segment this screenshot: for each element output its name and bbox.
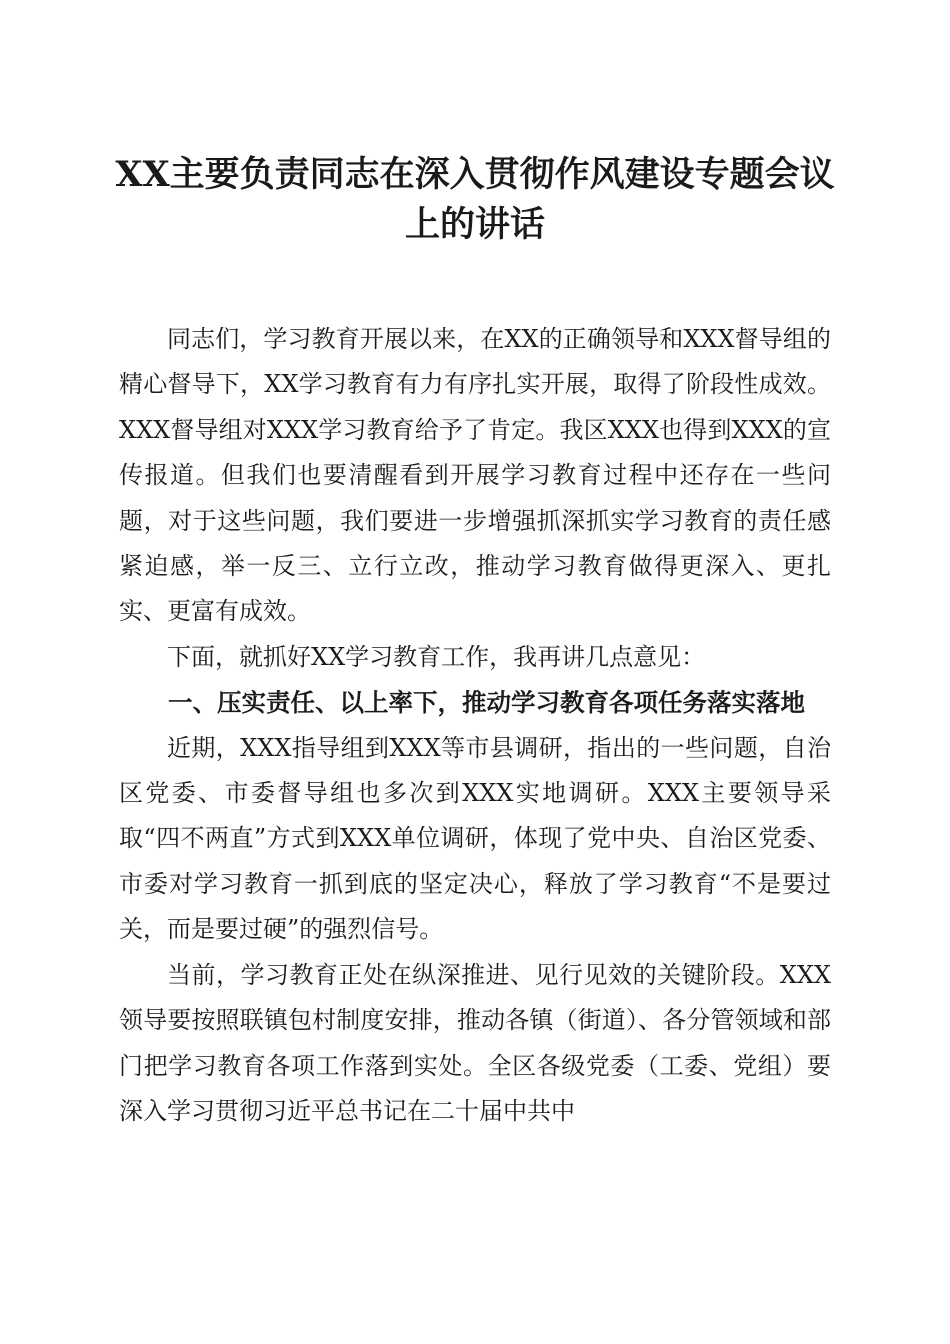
document-body bbox=[119, 317, 831, 1134]
paragraph-current-stage: 当前，学习教育正处在纵深推进、见行见效的关键阶段。XXX领导要按照联镇包村制度安排，推动各镇（街道）、各分管领域和部门把学习教育各项工作落到实处。全区各级党委（工委、党组）要深入学习贯彻习近平总书记在二十届中共中 bbox=[119, 960, 831, 1125]
section-heading-1: 一、压实责任、以上率下，推动学习教育各项任务落实落地 bbox=[168, 688, 805, 718]
paragraph-intro: 同志们，学习教育开展以来，在XX的正确领导和XXX督导组的精心督导下，XX学习教育有力有序扎实开展，取得了阶段性成效。XXX督导组对XXX学习教育给予了肯定。我区XXX也得到XXX的宣传报道。但我们也要清醒看到开展学习教育过程中还存在一些问题，对于这些问题，我们要进一步增强抓深抓实学习教育的责任感紧迫感，举一反三、立行立改，推动学习教育做得更深入、更扎实、更富有成效。 bbox=[119, 325, 831, 626]
document-title: XX主要负责同志在深入贯彻作风建设专题会议上的讲话 bbox=[115, 154, 835, 245]
paragraph-transition: 下面，就抓好XX学习教育工作，我再讲几点意见： bbox=[167, 642, 706, 671]
paragraph-research: 近期，XXX指导组到XXX等市县调研，指出的一些问题，自治区党委、市委督导组也多次到XXX实地调研。XXX主要领导采取“四不两直”方式到XXX单位调研，体现了党中央、自治区党委、市委对学习教育一抓到底的坚定决心，释放了学习教育“不是要过关，而是要过硬”的强烈信号。 bbox=[119, 733, 831, 944]
